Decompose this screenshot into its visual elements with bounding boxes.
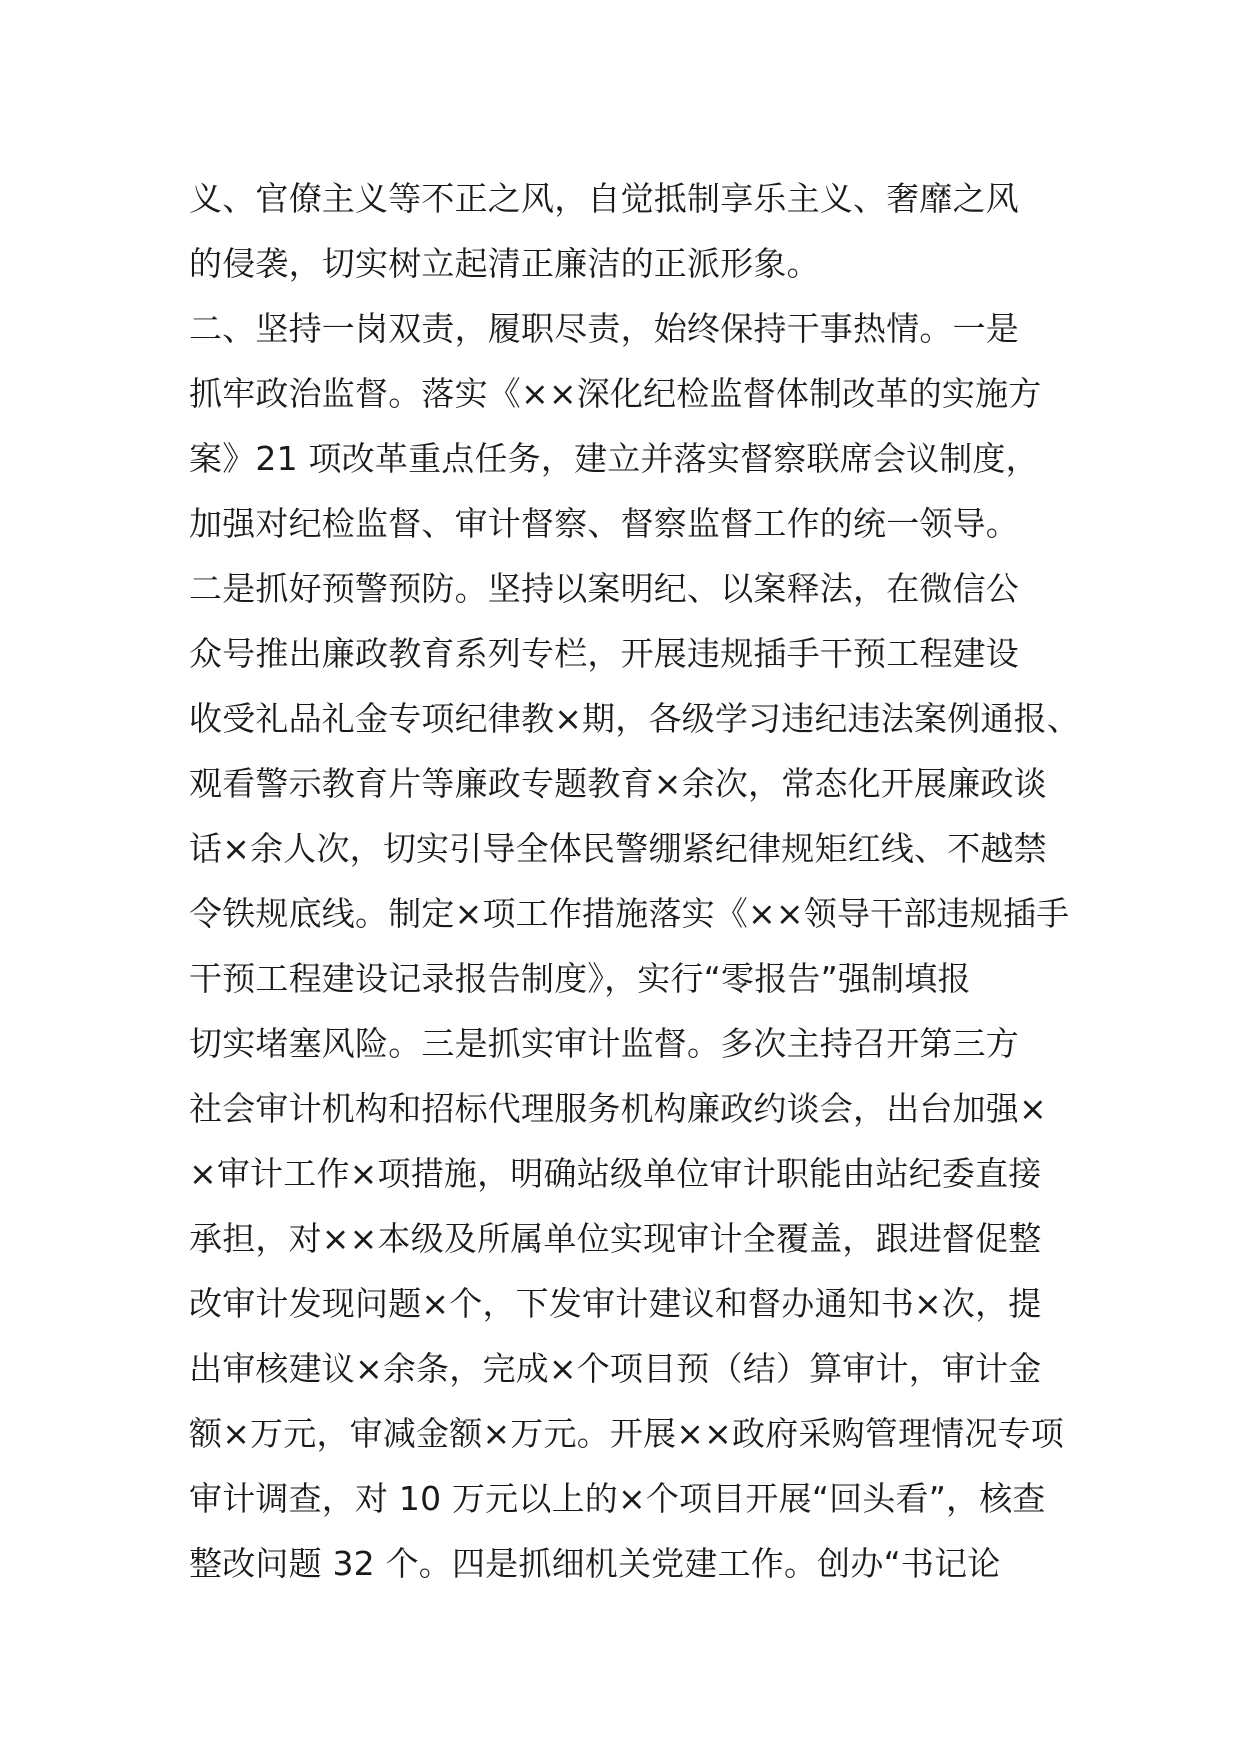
text-line: 出审核建议×余条，完成×个项目预（结）算审计，审计金 <box>189 1349 1042 1388</box>
text-line: 额×万元，审减金额×万元。开展××政府采购管理情况专项 <box>189 1414 1065 1453</box>
text-line: 话×余人次，切实引导全体民警绷紧纪律规矩红线、不越禁 <box>189 829 1047 868</box>
text-line: 收受礼品礼金专项纪律教×期，各级学习违纪违法案例通报、 <box>189 699 1081 738</box>
text-line: 切实堵塞风险。三是抓实审计监督。多次主持召开第三方 <box>189 1024 1019 1063</box>
text-line: 审计调查，对 10 万元以上的×个项目开展“回头看”，核查 <box>189 1479 1046 1518</box>
text-line: 令铁规底线。制定×项工作措施落实《××领导干部违规插手 <box>189 894 1070 933</box>
text-line: 众号推出廉政教育系列专栏，开展违规插手干预工程建设 <box>189 634 1019 673</box>
text-line: 案》21 项改革重点任务，建立并落实督察联席会议制度， <box>189 439 1039 478</box>
text-line: 加强对纪检监督、审计督察、督察监督工作的统一领导。 <box>189 504 1019 543</box>
text-line: 观看警示教育片等廉政专题教育×余次，常态化开展廉政谈 <box>189 764 1047 803</box>
body-text <box>189 166 1089 1596</box>
text-line: 整改问题 32 个。四是抓细机关党建工作。创办“书记论 <box>189 1544 1001 1583</box>
text-line: 的侵袭，切实树立起清正廉洁的正派形象。 <box>189 244 820 283</box>
text-line: 干预工程建设记录报告制度》，实行“零报告”强制填报 <box>189 959 971 998</box>
text-line: 抓牢政治监督。落实《××深化纪检监督体制改革的实施方 <box>189 374 1042 413</box>
text-line: 改审计发现问题×个，下发审计建议和督办通知书×次，提 <box>189 1284 1042 1323</box>
text-line: 承担，对××本级及所属单位实现审计全覆盖，跟进督促整 <box>189 1219 1042 1258</box>
text-line: 二、坚持一岗双责，履职尽责，始终保持干事热情。一是 <box>189 309 1019 348</box>
text-line: 二是抓好预警预防。坚持以案明纪、以案释法，在微信公 <box>189 569 1019 608</box>
text-line: ×审计工作×项措施，明确站级单位审计职能由站纪委直接 <box>189 1154 1042 1193</box>
text-line: 义、官僚主义等不正之风，自觉抵制享乐主义、奢靡之风 <box>189 179 1019 218</box>
text-line: 社会审计机构和招标代理服务机构廉政约谈会，出台加强× <box>189 1089 1047 1128</box>
